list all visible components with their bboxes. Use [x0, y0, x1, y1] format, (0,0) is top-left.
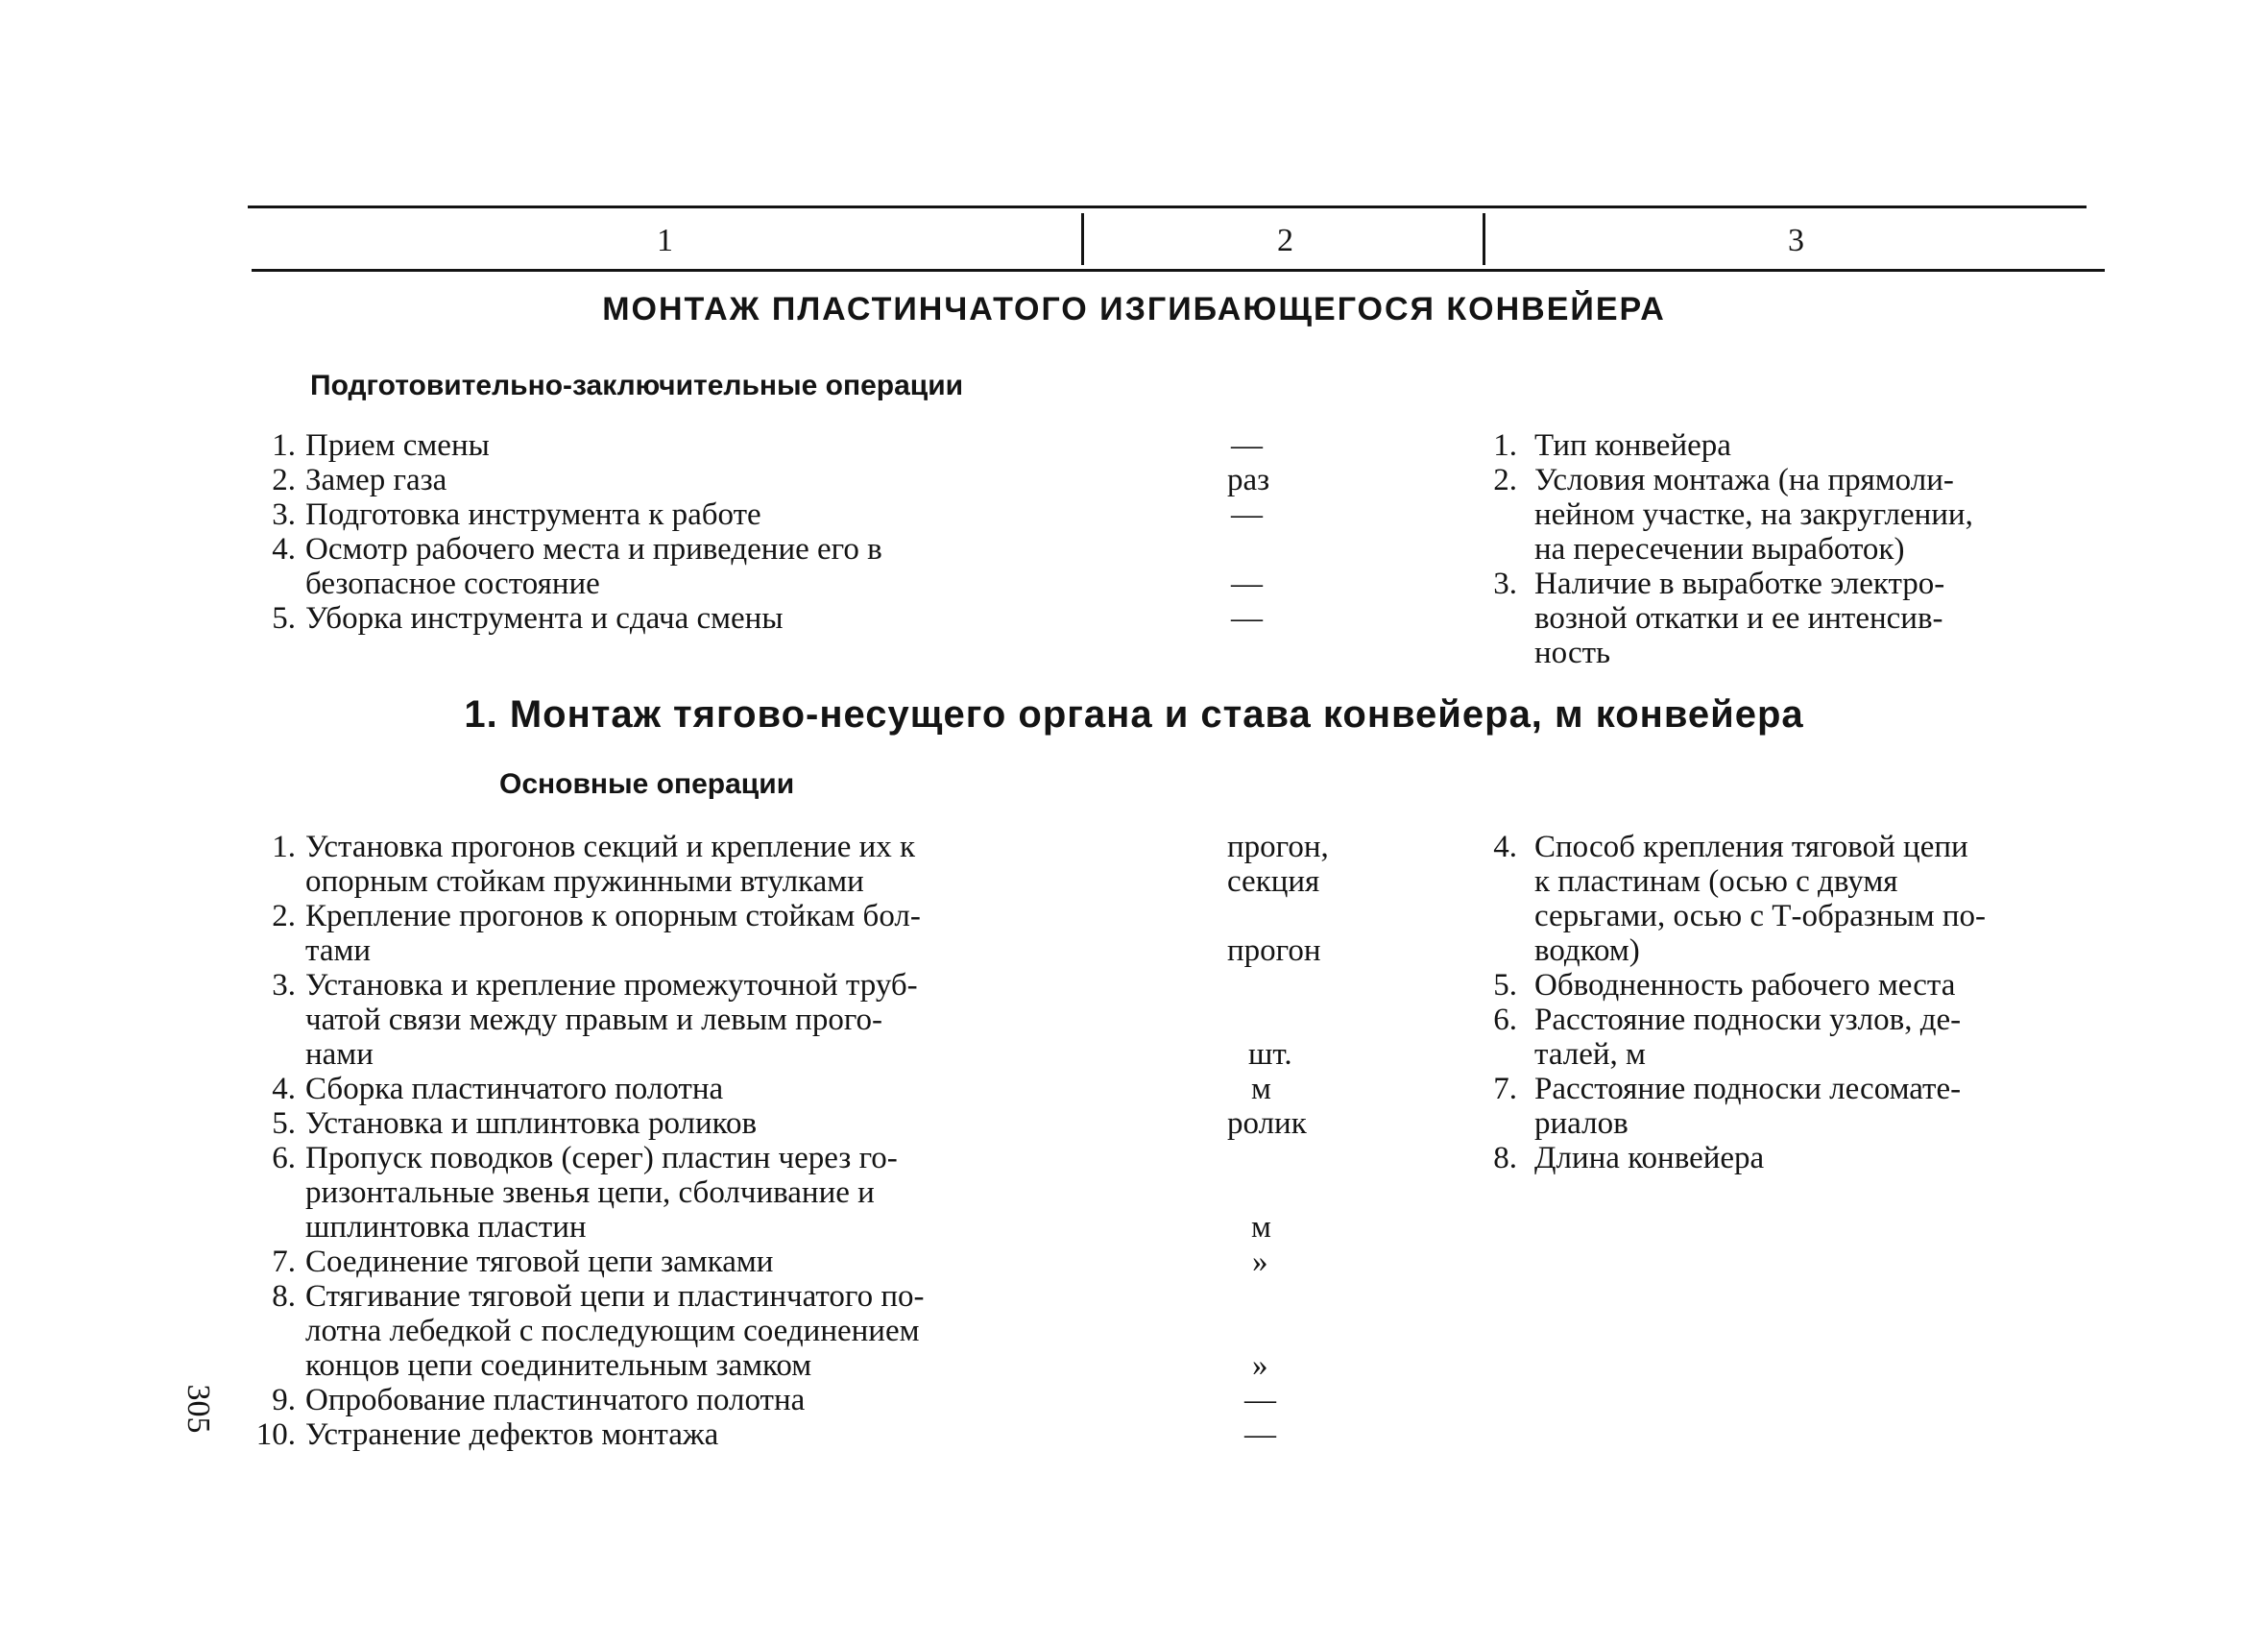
list-item: [248, 968, 1075, 1072]
list-item: [1479, 1072, 2103, 1141]
unit-value: —: [1244, 1383, 1276, 1417]
list-item: [1479, 428, 2103, 463]
item-number: 9.: [272, 1383, 296, 1417]
item-text: тами: [305, 933, 372, 968]
item-number: 4.: [272, 532, 296, 567]
unit-value: секция: [1227, 864, 1320, 899]
prep-factors-list: [1479, 428, 2103, 670]
list-item: [1479, 1141, 2103, 1175]
header-divider-2: [1483, 213, 1485, 265]
item-text: Соединение тяговой цепи замками: [305, 1245, 774, 1279]
item-number: 6.: [1493, 1003, 1517, 1037]
item-text: риалов: [1534, 1106, 1629, 1141]
header-bottom-rule: [252, 269, 2105, 272]
list-item: [1479, 1003, 2103, 1072]
header-divider-1: [1081, 213, 1084, 265]
main-operations-subtitle: Основные операции: [499, 768, 795, 800]
item-text: Устранение дефектов монтажа: [305, 1417, 719, 1452]
unit-value: прогон: [1227, 933, 1321, 968]
list-item: [1479, 830, 2103, 968]
page-number: 305: [181, 1384, 216, 1434]
item-text: нами: [305, 1037, 374, 1072]
item-text: Подготовка инструмента к работе: [305, 497, 761, 532]
item-text: Уборка инструмента и сдача смены: [305, 601, 784, 636]
column-number-1: 1: [657, 223, 673, 258]
item-text: водком): [1534, 933, 1640, 968]
item-text: Обводненность рабочего места: [1534, 968, 1956, 1003]
item-number: 5.: [272, 1106, 296, 1141]
item-text: ризонтальные звенья цепи, сболчивание и: [305, 1175, 875, 1210]
main-operations-list: [248, 830, 1075, 1452]
item-number: 2.: [272, 463, 296, 497]
unit-value: —: [1231, 601, 1263, 636]
prep-subtitle: Подготовительно-заключительные операции: [310, 370, 964, 401]
unit-value: прогон,: [1227, 830, 1329, 864]
unit-value: »: [1252, 1348, 1268, 1383]
unit-value: ролик: [1227, 1106, 1307, 1141]
item-text: Установка прогонов секций и крепление их к: [305, 830, 916, 864]
item-number: 6.: [272, 1141, 296, 1175]
item-text: к пластинам (осью с двумя: [1534, 864, 1898, 899]
item-text: Замер газа: [305, 463, 447, 497]
item-text: Способ крепления тяговой цепи: [1534, 830, 1968, 864]
item-text: Расстояние подноски узлов, де-: [1534, 1003, 1962, 1037]
item-text: Прием смены: [305, 428, 490, 463]
list-item: [248, 497, 1075, 532]
item-number: 3.: [272, 497, 296, 532]
item-number: 8.: [1493, 1141, 1517, 1175]
header-top-rule: [248, 206, 2087, 208]
column-number-2: 2: [1277, 223, 1293, 258]
list-item: [1479, 463, 2103, 567]
item-text: серьгами, осью с Т-образным по-: [1534, 899, 1987, 933]
list-item: [248, 463, 1075, 497]
item-number: 3.: [1493, 567, 1517, 601]
list-item: [1479, 968, 2103, 1003]
list-item: [248, 428, 1075, 463]
list-item: [248, 601, 1075, 636]
document-title: МОНТАЖ ПЛАСТИНЧАТОГО ИЗГИБАЮЩЕГОСЯ КОНВЕЙЕРА: [602, 291, 1666, 327]
list-item: [1479, 567, 2103, 670]
item-text: Условия монтажа (на прямоли-: [1534, 463, 1954, 497]
item-text: Наличие в выработке электро-: [1534, 567, 1945, 601]
item-number: 8.: [272, 1279, 296, 1314]
main-factors-list: [1479, 830, 2103, 1175]
list-item: [248, 830, 1075, 899]
item-number: 7.: [1493, 1072, 1517, 1106]
item-number: 2.: [1493, 463, 1517, 497]
prep-operations-list: [248, 428, 1075, 636]
unit-value: шт.: [1248, 1037, 1292, 1072]
item-text: возной откатки и ее интенсив-: [1534, 601, 1943, 636]
unit-value: —: [1231, 497, 1263, 532]
item-text: Крепление прогонов к опорным стойкам бол-: [305, 899, 921, 933]
unit-value: —: [1231, 567, 1263, 601]
item-text: Установка и шплинтовка роликов: [305, 1106, 758, 1141]
item-text: шплинтовка пластин: [305, 1210, 587, 1245]
list-item: [248, 1417, 1075, 1452]
unit-value: раз: [1227, 463, 1270, 497]
item-number: 1.: [1493, 428, 1517, 463]
list-item: [248, 1245, 1075, 1279]
item-text: опорным стойкам пружинными втулками: [305, 864, 864, 899]
item-number: 1.: [272, 830, 296, 864]
unit-value: »: [1252, 1245, 1268, 1279]
item-text: безопасное состояние: [305, 567, 600, 601]
unit-value: м: [1251, 1210, 1271, 1245]
item-number: 4.: [1493, 830, 1517, 864]
item-text: лотна лебедкой с последующим соединением: [305, 1314, 920, 1348]
item-number: 5.: [272, 601, 296, 636]
list-item: [248, 1141, 1075, 1245]
unit-value: —: [1231, 428, 1263, 463]
item-text: талей, м: [1534, 1037, 1646, 1072]
item-text: Длина конвейера: [1534, 1141, 1765, 1175]
item-text: чатой связи между правым и левым прого-: [305, 1003, 883, 1037]
item-number: 1.: [272, 428, 296, 463]
item-number: 4.: [272, 1072, 296, 1106]
list-item: [248, 1106, 1075, 1141]
item-text: на пересечении выработок): [1534, 532, 1905, 567]
item-text: Тип конвейера: [1534, 428, 1731, 463]
item-number: 7.: [272, 1245, 296, 1279]
unit-value: м: [1251, 1072, 1271, 1106]
item-text: ность: [1534, 636, 1611, 670]
section-title: 1. Монтаж тягово-несущего органа и става конвейера, м конвейера: [464, 693, 1804, 736]
list-item: [248, 1383, 1075, 1417]
item-number: 5.: [1493, 968, 1517, 1003]
unit-value: —: [1244, 1417, 1276, 1452]
list-item: [248, 899, 1075, 968]
item-text: Установка и крепление промежуточной труб-: [305, 968, 918, 1003]
item-text: концов цепи соединительным замком: [305, 1348, 812, 1383]
list-item: [248, 1072, 1075, 1106]
item-text: Стягивание тяговой цепи и пластинчатого по-: [305, 1279, 925, 1314]
item-text: Осмотр рабочего места и приведение его в: [305, 532, 882, 567]
item-text: Пропуск поводков (серег) пластин через го-: [305, 1141, 898, 1175]
item-number: 10.: [255, 1417, 296, 1452]
item-text: Сборка пластинчатого полотна: [305, 1072, 724, 1106]
item-text: нейном участке, на закруглении,: [1534, 497, 1973, 532]
list-item: [248, 1279, 1075, 1383]
item-text: Расстояние подноски лесомате-: [1534, 1072, 1962, 1106]
item-number: 3.: [272, 968, 296, 1003]
item-number: 2.: [272, 899, 296, 933]
list-item: [248, 532, 1075, 601]
item-text: Опробование пластинчатого полотна: [305, 1383, 806, 1417]
column-number-3: 3: [1788, 223, 1804, 258]
